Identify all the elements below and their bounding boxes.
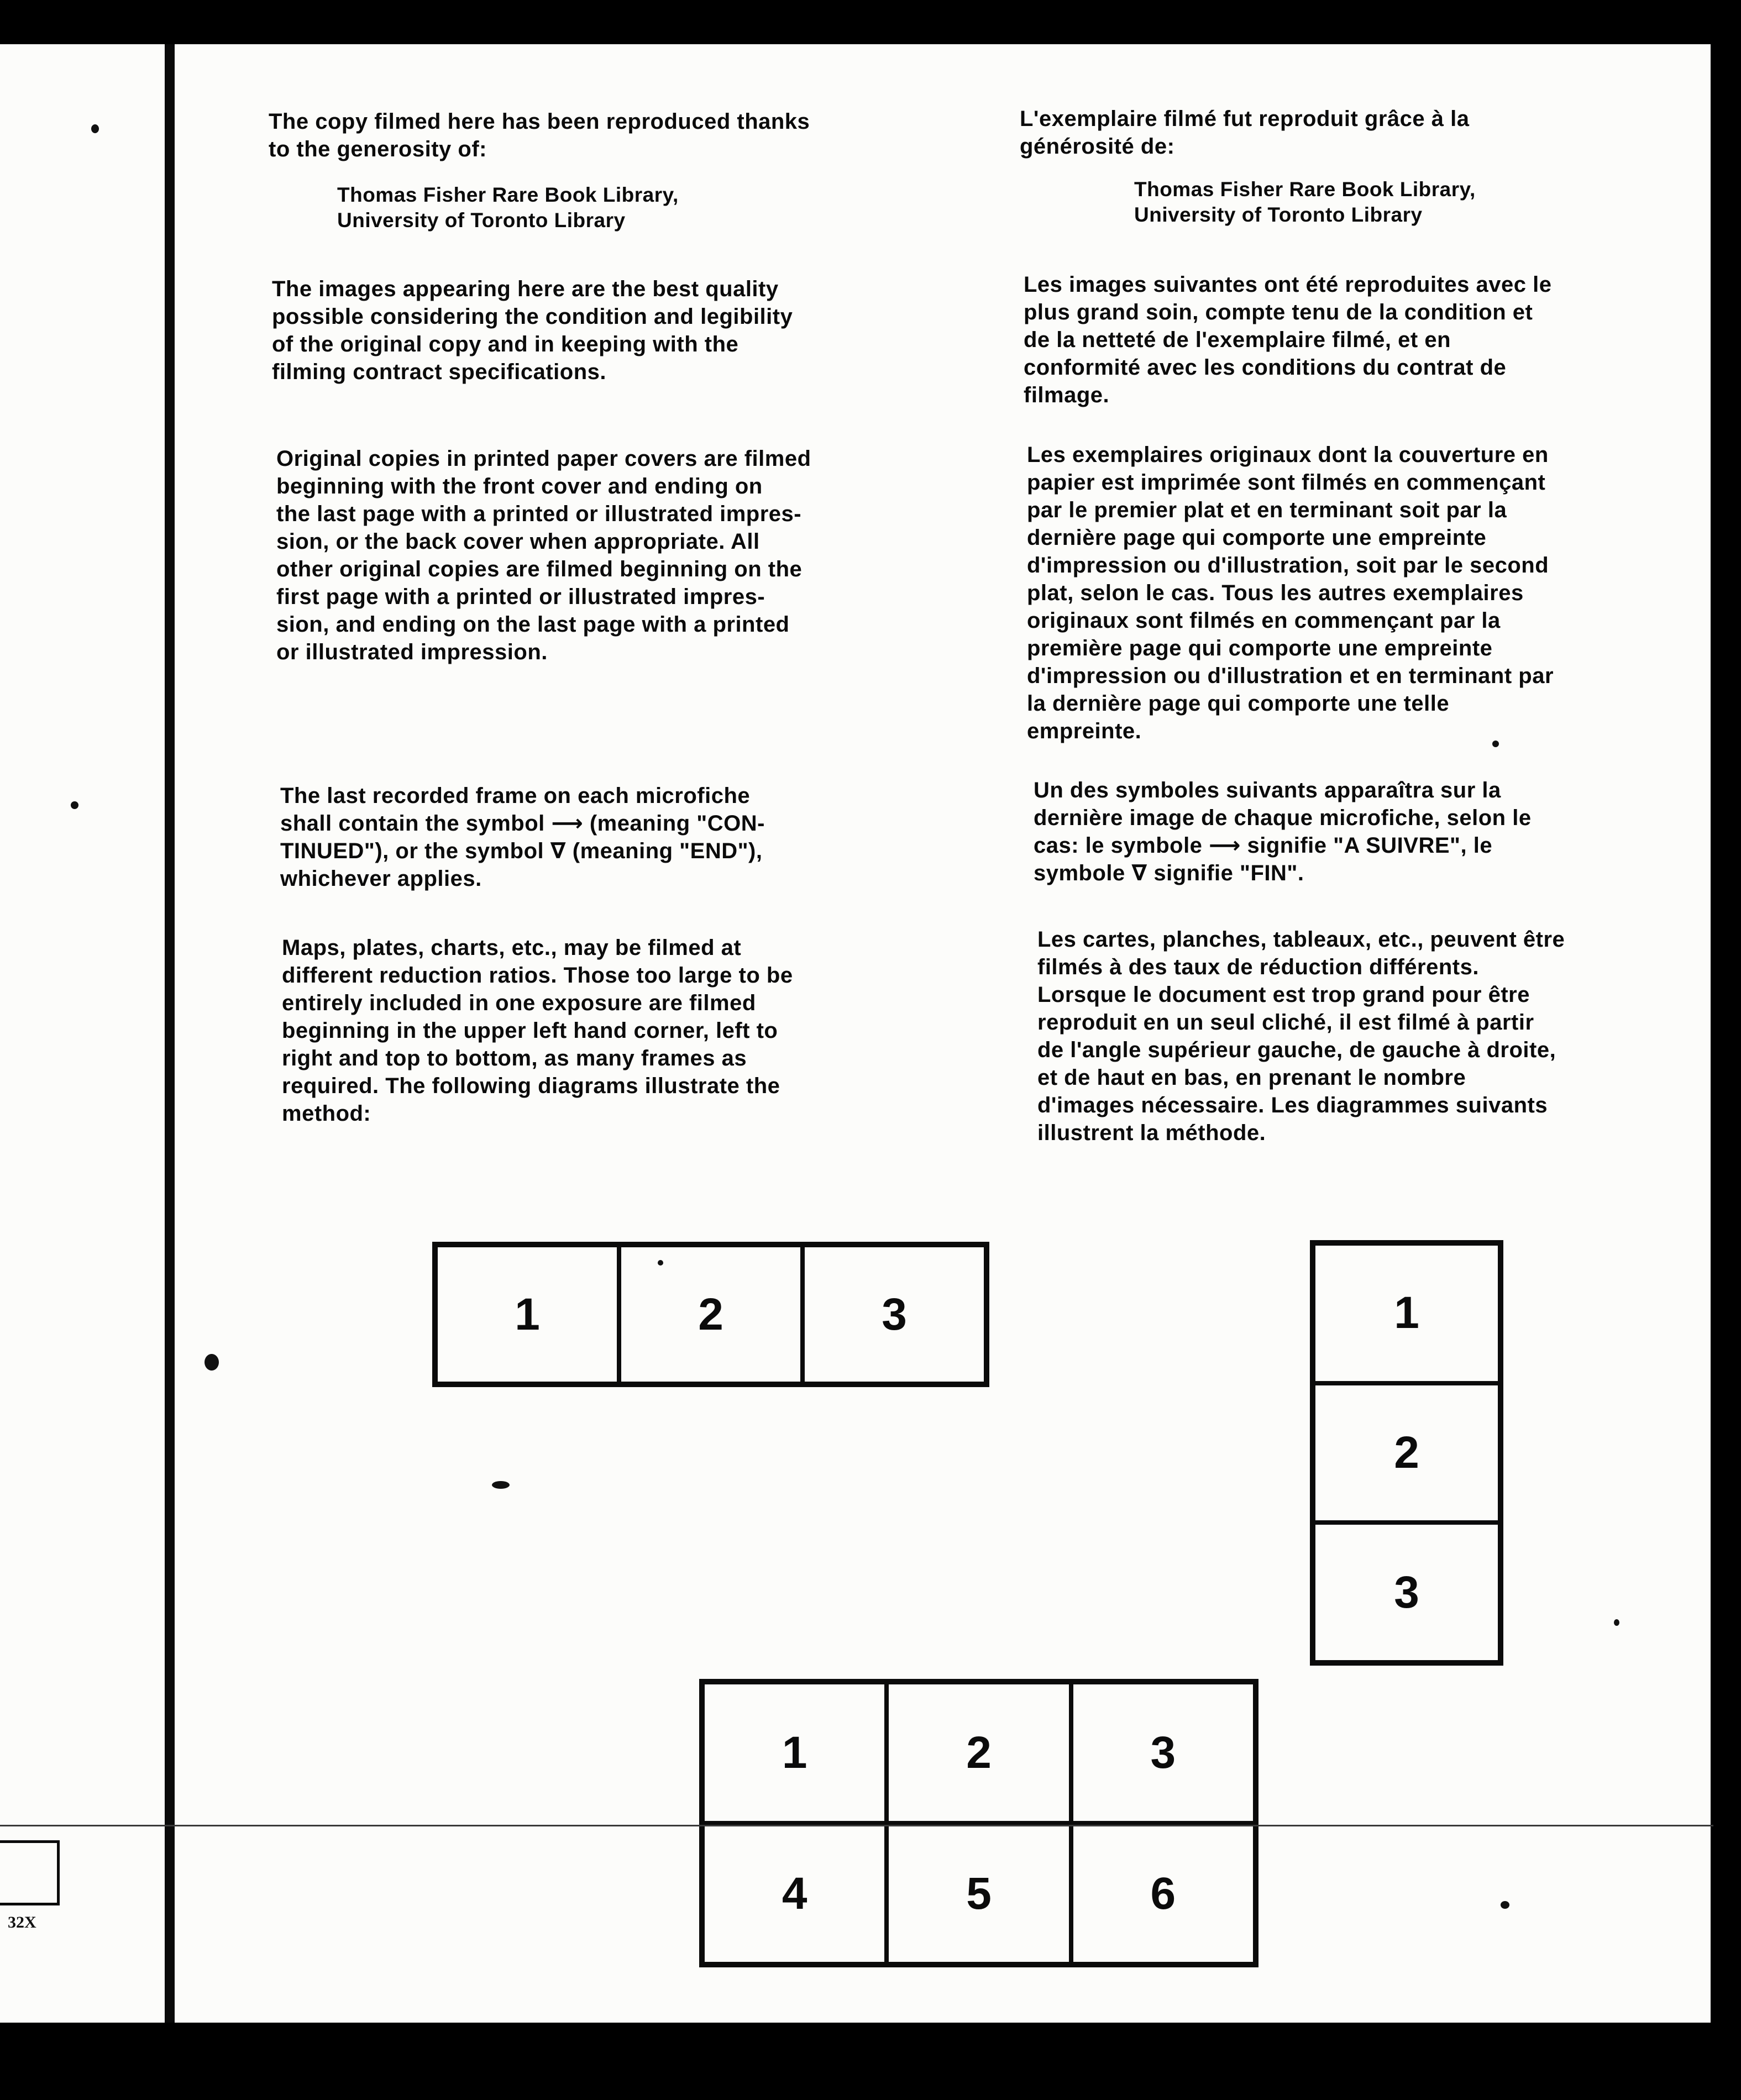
diagram-cell: 1 bbox=[436, 1245, 619, 1384]
right-quality-note: Les images suivantes ont été reproduites avec le plus grand soin, compte tenu de la condition et de la netteté de l'exemplaire filmé, et en conformité avec les conditions du contrat de filmage. bbox=[1024, 272, 1552, 407]
dust-speck bbox=[658, 1260, 663, 1266]
left-covers-note: Original copies in printed paper covers are filmed beginning with the front cover and ending on the last page with a printed or illustrated impres- sion, or the back cover when appropriate. All other original copies are filmed beginning on the first page with a printed or illustrated impres- sion, and ending on the last page with a printed or illustrated impression. bbox=[276, 447, 811, 664]
left-maps-note: Maps, plates, charts, etc., may be filmed at different reduction ratios. Those too large to be entirely included in one exposure are filmed beginning in the upper left hand corner, left to right and top to bottom, as many frames as required. The following diagrams illustrate the method: bbox=[282, 936, 793, 1126]
left-quality-block bbox=[272, 275, 908, 386]
left-covers-block bbox=[276, 445, 912, 666]
book-spine-shadow bbox=[165, 44, 175, 2023]
right-black-border bbox=[1711, 44, 1741, 2023]
right-intro: L'exemplaire filmé fut reproduit grâce à la générosité de: bbox=[1020, 107, 1470, 159]
dust-speck bbox=[1492, 741, 1499, 747]
reduction-ratio-label: 32X bbox=[8, 1913, 36, 1931]
right-library-name: Thomas Fisher Rare Book Library, University of Toronto Library bbox=[1134, 178, 1476, 226]
right-covers-note: Les exemplaires originaux dont la couverture en papier est imprimée sont filmés en commençant par le premier plat et en terminant soit par la dernière page qui comporte une empreinte d'impression ou d'illustration, soit par le second plat, selon le cas. Tous les autres exemplaires originaux sont filmés en commençant par la première page qui comporte une empreinte d'impression ou d'illustration et en terminant par la dernière page qui comporte une telle empreinte. bbox=[1027, 443, 1554, 743]
diagram-cell: 4 bbox=[702, 1823, 887, 1964]
diagram-cell: 3 bbox=[1313, 1523, 1500, 1662]
top-black-border bbox=[0, 0, 1741, 44]
diagram-cell: 5 bbox=[887, 1823, 1071, 1964]
right-symbols-block bbox=[1034, 776, 1697, 887]
diagram-vertical-3 bbox=[1310, 1240, 1503, 1666]
diagram-cell: 2 bbox=[619, 1245, 803, 1384]
right-maps-note: Les cartes, planches, tableaux, etc., peuvent être filmés à des taux de réduction différents. Lorsque le document est trop grand pour être reproduit en un seul cliché, il est filmé à partir de l'angle supérieur gauche, de gauche à droite, et de haut en bas, en prenant le nombre d'images nécessaire. Les diagrammes suivants illustrent la méthode. bbox=[1037, 927, 1565, 1145]
diagram-cell: 6 bbox=[1071, 1823, 1255, 1964]
right-covers-block bbox=[1027, 441, 1690, 745]
diagram-cell: 1 bbox=[1313, 1243, 1500, 1383]
left-library-name: Thomas Fisher Rare Book Library, University of Toronto Library bbox=[337, 183, 679, 232]
diagram-cell: 3 bbox=[1071, 1682, 1255, 1823]
left-symbols-note: The last recorded frame on each microfiche shall contain the symbol ⟶ (meaning "CON- TINUED"), or the symbol ∇ (meaning "END"), whichever applies. bbox=[280, 784, 765, 891]
dust-speck bbox=[1501, 1901, 1509, 1909]
dust-speck bbox=[204, 1354, 219, 1371]
left-symbols-block bbox=[280, 782, 916, 893]
bottom-black-border bbox=[0, 2023, 1741, 2100]
microfiche-frame bbox=[0, 44, 1741, 2023]
left-library-block bbox=[337, 182, 835, 233]
registration-mark bbox=[0, 1840, 60, 1905]
left-intro-block bbox=[269, 108, 904, 163]
left-maps-block bbox=[282, 934, 917, 1127]
right-maps-block bbox=[1037, 926, 1701, 1147]
right-library-block bbox=[1134, 177, 1632, 228]
right-symbols-note: Un des symboles suivants apparaîtra sur la dernière image de chaque microfiche, selon le cas: le symbole ⟶ signifie "A SUIVRE", le symbole ∇ signifie "FIN". bbox=[1034, 778, 1532, 885]
diagram-cell: 2 bbox=[1313, 1383, 1500, 1523]
diagram-cell: 2 bbox=[887, 1682, 1071, 1823]
dust-speck bbox=[91, 124, 99, 133]
dust-speck bbox=[492, 1481, 510, 1489]
dust-speck bbox=[1614, 1619, 1619, 1626]
right-quality-block bbox=[1024, 271, 1687, 409]
left-intro: The copy filmed here has been reproduced thanks to the generosity of: bbox=[269, 109, 810, 161]
right-intro-block bbox=[1020, 105, 1683, 160]
diagram-grid-6 bbox=[699, 1679, 1258, 1967]
fold-line bbox=[0, 1825, 1713, 1826]
diagram-horizontal-3 bbox=[432, 1242, 989, 1387]
dust-speck bbox=[71, 801, 78, 809]
left-quality-note: The images appearing here are the best quality possible considering the condition and legibility of the original copy and in keeping with the filming contract specifications. bbox=[272, 277, 793, 384]
diagram-cell: 1 bbox=[702, 1682, 887, 1823]
diagram-cell: 3 bbox=[803, 1245, 986, 1384]
